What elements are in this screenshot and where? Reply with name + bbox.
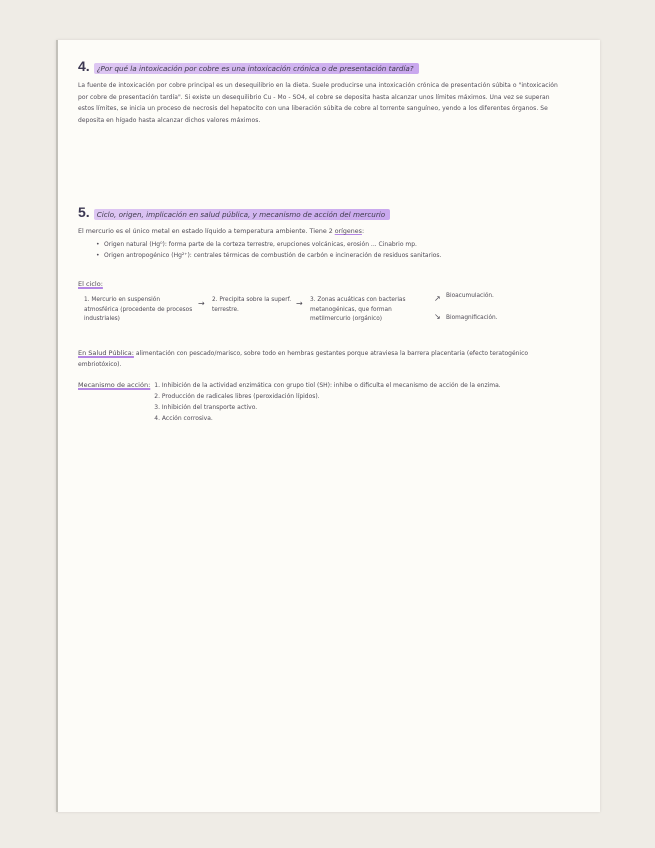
cycle-branch-arrow-down: ↘ — [434, 312, 441, 321]
question-5-header — [78, 204, 566, 220]
mechanism-item-4: 4. Acción corrosiva. — [154, 415, 213, 422]
cycle-outcome-bioaccumulation: Bioacumulación. — [446, 293, 494, 299]
cycle-arrow-2: → — [296, 299, 303, 308]
origin-natural-item: • Origen natural (Hg⁰): forma parte de la corteza terrestre, erupciones volcánicas, erosión ... Cinabrio mp. — [96, 239, 566, 250]
cycle-arrow-1: → — [198, 299, 205, 308]
mechanism-item-2: 2. Producción de radicales libres (peroxidación lípidos). — [154, 393, 320, 400]
mercury-intro — [78, 228, 566, 235]
paper-binding-edge — [56, 40, 58, 812]
mechanism-item-1: 1. Inhibición de la actividad enzimática con grupo tiol (SH): inhibe o dificulta el mecanismo de acción de la enzima. — [154, 382, 501, 389]
cycle-diagram — [78, 293, 566, 340]
question-4-number: 4. — [78, 58, 90, 74]
question-5-number: 5. — [78, 204, 90, 220]
question-4-answer: La fuente de intoxicación por cobre principal es un desequilibrio en la dieta. Suele producirse una intoxicación crónica de presentación súbita o "intoxicación por cobre de presentación tardía". Si existe un desequilibrio Cu - Mo - SO4, el cobre se deposita hasta alcanzar unos límites máximos. Una vez se superan estos límites, se inicia un proceso de necrosis del hepatocito con una liberación súbita de cobre al torrente sanguíneo, yendo a los diferentes órganos. Se deposita en hígado hasta alcanzar dichos valores máximos. — [78, 82, 558, 124]
mechanism-block — [78, 380, 566, 424]
origins-term: orígenes — [334, 228, 362, 235]
cycle-branch-arrow-up: ↗ — [434, 294, 441, 303]
origins-list — [78, 239, 566, 261]
question-5-section — [78, 204, 566, 424]
mechanism-heading: Mecanismo de acción: — [78, 381, 151, 389]
question-5-title: Ciclo, origen, implicación en salud pública, y mecanismo de acción del mercurio — [94, 209, 391, 220]
paper-page — [56, 40, 600, 812]
cycle-step-3: 3. Zonas acuáticas con bacterias metanogénicas, que forman metilmercurio (orgánico) — [310, 297, 406, 322]
public-health-block — [78, 348, 566, 370]
cycle-heading: El ciclo: — [78, 280, 103, 288]
mechanism-item-3: 3. Inhibición del transporte activo. — [154, 404, 258, 411]
public-health-heading: En Salud Pública: — [78, 349, 134, 357]
cycle-step-1: 1. Mercurio en suspensión atmosférica (procedente de procesos industriales) — [84, 297, 193, 322]
question-4-section — [78, 58, 566, 132]
mercury-intro-text: El mercurio es el único metal en estado líquido a temperatura ambiente. Tiene 2 — [78, 228, 333, 235]
cycle-block — [78, 271, 566, 340]
cycle-outcome-biomagnification: Biomagnificación. — [446, 315, 498, 321]
cycle-step-2: 2. Precipita sobre la superf. terrestre. — [212, 297, 292, 313]
origin-anthropogenic-item: • Origen antropogénico (Hg²⁺): centrales térmicas de combustión de carbón e incineración de residuos sanitarios. — [96, 250, 566, 261]
question-4-header — [78, 58, 566, 74]
mechanism-list — [154, 380, 500, 424]
mercury-intro-colon: : — [361, 228, 365, 235]
public-health-text: alimentación con pescado/marisco, sobre todo en hembras gestantes porque atraviesa la barrera placentaria (efecto teratogénico embriotóxico). — [78, 350, 529, 368]
question-4-title: ¿Por qué la intoxicación por cobre es una intoxicación crónica o de presentación tardía? — [94, 63, 419, 74]
